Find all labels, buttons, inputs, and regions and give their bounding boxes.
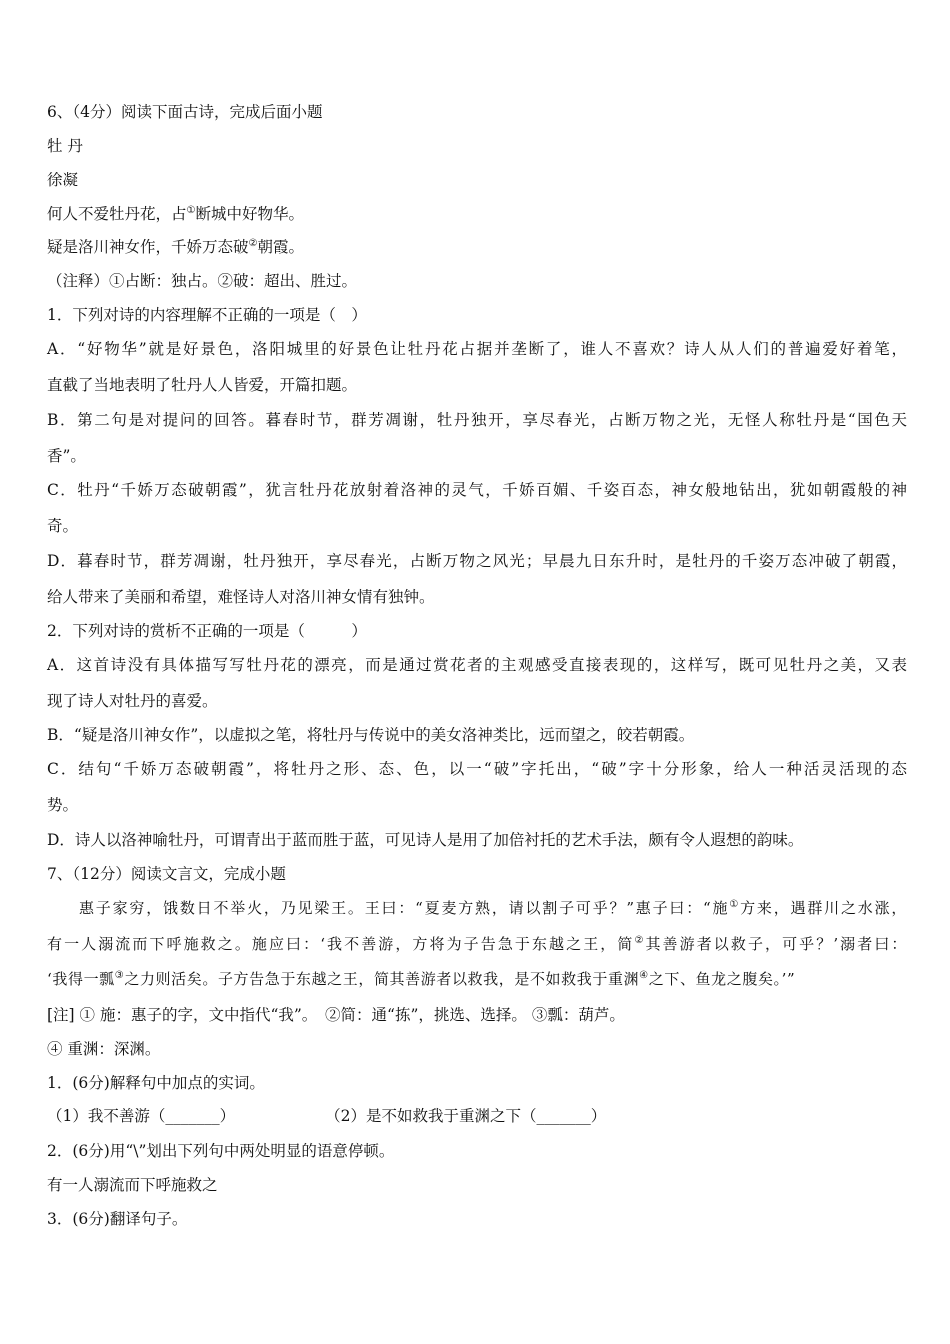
q7-passage-line-2 xyxy=(47,934,907,954)
q7-passage-1b: 方来，遇群川之水涨， xyxy=(740,899,907,917)
poem-line-1 xyxy=(47,204,907,224)
q6-sub1-option-c-line2: 奇。 xyxy=(47,517,79,535)
q7-header: 7、（12分）阅读文言文，完成小题 xyxy=(47,865,286,883)
q6-sub1-option-a-line2: 直截了当地表明了牡丹人人皆爱，开篇扣题。 xyxy=(47,376,358,394)
q7-sub2-stem: 2．(6分)用“\”划出下列句中两处明显的语意停顿。 xyxy=(47,1142,395,1160)
footnote-marker-2: ② xyxy=(248,237,258,249)
q6-sub2-option-a-line1: A．这首诗没有具体描写写牡丹花的漂亮，而是通过赏花者的主观感受直接表现的，这样写，既可见牡丹之美，又表 xyxy=(47,656,907,674)
q6-sub2-option-b: B．“疑是洛川神女作”，以虚拟之笔，将牡丹与传说中的美女洛神类比，远而望之，皎若朝霞。 xyxy=(47,726,695,744)
q7-note-line-1: [注] ① 施：惠子的字，文中指代“我”。 ②简：通“拣”，挑选、选择。 ③瓢：葫芦。 xyxy=(47,1006,625,1024)
q7-sub2-sentence: 有一人溺流而下呼施救之 xyxy=(47,1176,218,1194)
footnote-marker-1: ① xyxy=(186,204,196,216)
q7-passage-3c: 之下、鱼龙之腹矣。’” xyxy=(648,970,796,988)
q7-sub1-items xyxy=(47,1106,907,1126)
q6-sub2-stem: 2．下列对诗的赏析不正确的一项是（ ） xyxy=(47,622,367,640)
q7-passage-3b: 之力则活矣。子方告急于东越之王，简其善游者以救我，是不如救我于重渊 xyxy=(124,970,640,988)
q7-sub1-item-1: （1）我不善游（_______） xyxy=(47,1107,236,1125)
q7-passage-2b: 其善游者以救子，可乎？’溺者曰： xyxy=(645,935,907,953)
poem-line-1b: 断城中好物华。 xyxy=(195,205,304,223)
q6-header: 6、（4分）阅读下面古诗，完成后面小题 xyxy=(47,103,323,121)
q6-sub1-option-a-line1: A．“好物华”就是好景色，洛阳城里的好景色让牡丹花占据并垄断了，谁人不喜欢？诗人从人们的普遍爱好着笔， xyxy=(47,340,907,358)
q7-passage-1a: 惠子家穷，饿数日不举火，乃见梁王。王曰：“夏麦方熟，请以割子可乎？”惠子曰：“施 xyxy=(79,899,730,917)
q7-sub1-item-2: （2）是不如救我于重渊之下（_______） xyxy=(325,1107,607,1125)
q6-sub2-option-a-line2: 现了诗人对牡丹的喜爱。 xyxy=(47,692,218,710)
q6-sub1-stem: 1．下列对诗的内容理解不正确的一项是（ ） xyxy=(47,306,367,324)
poem-line-2b: 朝霞。 xyxy=(257,238,304,256)
q7-sub3-stem: 3．(6分)翻译句子。 xyxy=(47,1210,188,1228)
q7-passage-3a: ‘我得一瓢 xyxy=(47,970,115,988)
q7-passage-2a: 有一人溺流而下呼施救之。施应曰：‘我不善游，方将为子告急于东越之王，简 xyxy=(47,935,635,953)
q6-sub2-option-c-line1: C．结句“千娇万态破朝霞”，将牡丹之形、态、色，以一“破”字托出，“破”字十分形象，给人一种活灵活现的态 xyxy=(47,760,907,778)
poem-author: 徐凝 xyxy=(47,171,79,189)
q6-sub2-option-c-line2: 势。 xyxy=(47,796,79,814)
footnote-marker-3: ③ xyxy=(114,970,125,981)
poem-note: （注释）①占断：独占。②破：超出、胜过。 xyxy=(47,272,358,290)
q7-passage-line-3 xyxy=(47,969,907,989)
poem-line-2a: 疑是洛川神女作，千娇万态破 xyxy=(47,238,249,256)
q7-sub1-stem: 1．(6分)解释句中加点的实词。 xyxy=(47,1074,265,1092)
poem-line-1a: 何人不爱牡丹花，占 xyxy=(47,205,187,223)
q6-sub1-option-d-line1: D．暮春时节，群芳凋谢，牡丹独开，享尽春光，占断万物之风光；早晨九日东升时，是牡丹的千姿万态冲破了朝霞， xyxy=(47,552,907,570)
q6-sub1-option-c-line1: C．牡丹“千娇万态破朝霞”，犹言牡丹花放射着洛神的灵气，千娇百媚、千姿百态，神女般地钻出，犹如朝霞般的神 xyxy=(47,481,907,499)
q7-passage-line-1 xyxy=(79,898,907,918)
q7-note-line-2: ④ 重渊：深渊。 xyxy=(47,1040,161,1058)
footnote-marker-4: ④ xyxy=(639,970,649,981)
poem-title: 牡 丹 xyxy=(47,137,83,155)
footnote-marker-1: ① xyxy=(729,899,741,910)
q6-sub1-option-d-line2: 给人带来了美丽和希望，难怪诗人对洛川神女情有独钟。 xyxy=(47,588,435,606)
footnote-marker-2: ② xyxy=(634,935,646,946)
poem-line-2 xyxy=(47,237,907,257)
q6-sub1-option-b-line2: 香”。 xyxy=(47,447,86,465)
q6-sub1-option-b-line1: B．第二句是对提问的回答。暮春时节，群芳凋谢，牡丹独开，享尽春光，占断万物之光，无怪人称牡丹是“国色天 xyxy=(47,411,907,429)
q6-sub2-option-d: D．诗人以洛神喻牡丹，可谓青出于蓝而胜于蓝，可见诗人是用了加倍衬托的艺术手法，颇有令人遐想的韵味。 xyxy=(47,831,804,849)
